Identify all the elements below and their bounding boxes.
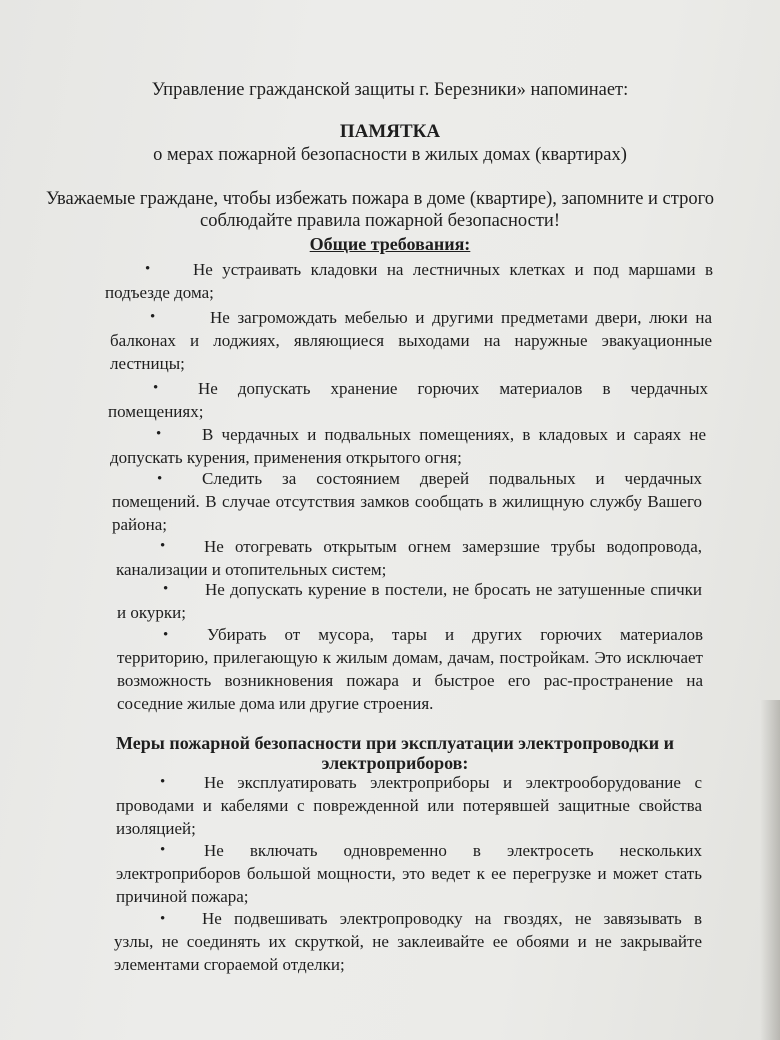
list-item-first-line: Следить за состоянием дверей подвальных и чердачных xyxy=(202,469,702,488)
list-item xyxy=(112,467,702,536)
intro-line: соблюдайте правила пожарной безопасности! xyxy=(200,211,560,231)
list-item-continuation: проводами и кабелями с поврежденной или потерявшей защитные свойства изоляцией; xyxy=(116,796,702,838)
list-item-first-line: Не допускать хранение горючих материалов в чердачных xyxy=(198,379,708,398)
list-item-continuation: помещений. В случае отсутствия замков сообщать в жилищную службу Вашего района; xyxy=(112,492,702,534)
bullet-icon: • xyxy=(145,261,151,277)
list-item-first-line: Убирать от мусора, тары и других горючих материалов xyxy=(207,625,703,644)
list-item-continuation: помещениях; xyxy=(108,402,204,421)
list-item-continuation: канализации и отопительных систем; xyxy=(116,560,387,579)
section-heading-line: электроприборов: xyxy=(321,753,469,773)
list-item xyxy=(110,423,706,469)
list-item-first-line: Не эксплуатировать электроприборы и электрооборудование с xyxy=(204,773,702,792)
list-item xyxy=(105,258,713,304)
authority-line: Управление гражданской защиты г. Березники» напоминает: xyxy=(151,80,629,100)
section-heading-general: Общие требования: xyxy=(309,234,471,254)
list-item xyxy=(116,839,702,908)
bullet-icon: • xyxy=(153,380,159,396)
bullet-icon: • xyxy=(160,774,166,790)
list-item-first-line: Не отогревать открытым огнем замерзшие трубы водопровода, xyxy=(204,537,702,556)
list-item-first-line: В чердачных и подвальных помещениях, в кладовых и сараях не xyxy=(202,425,706,444)
bullet-icon: • xyxy=(156,426,162,442)
list-item-continuation: подъезде дома; xyxy=(105,283,214,302)
list-item-continuation: допускать курения, применения открытого огня; xyxy=(110,448,462,467)
list-item xyxy=(117,578,702,624)
section-heading-electric xyxy=(100,733,690,773)
list-item xyxy=(116,771,702,840)
document-subtitle: о мерах пожарной безопасности в жилых домах (квартирах) xyxy=(153,145,627,165)
bullet-icon: • xyxy=(157,471,163,487)
list-item-first-line: Не устраивать кладовки на лестничных клетках и под маршами в xyxy=(193,260,713,279)
list-item xyxy=(117,623,703,715)
list-item-continuation: территорию, прилегающую к жилым домам, дачам, постройкам. Это исключает возможность возникновения пожара и быстрое его рас-пространение на соседние жилые дома или другие строения. xyxy=(117,648,703,713)
bullet-icon: • xyxy=(150,309,156,325)
bullet-icon: • xyxy=(160,911,166,927)
list-item-continuation: и окурки; xyxy=(117,603,186,622)
list-item-first-line: Не загромождать мебелью и другими предметами двери, люки на xyxy=(210,308,712,327)
list-item xyxy=(108,377,708,423)
list-item-first-line: Не включать одновременно в электросеть нескольких xyxy=(204,841,702,860)
bullet-icon: • xyxy=(160,538,166,554)
list-item xyxy=(110,306,712,375)
list-item-continuation: электроприборов большой мощности, это ведет к ее перегрузке и может стать причиной пожара; xyxy=(116,864,702,906)
intro-line: Уважаемые граждане, чтобы избежать пожара в доме (квартире), запомните и строго xyxy=(46,189,714,209)
list-item-first-line: Не подвешивать электропроводку на гвоздях, не завязывать в xyxy=(202,909,702,928)
list-item-first-line: Не допускать курение в постели, не бросать не затушенные спички xyxy=(205,580,702,599)
bullet-icon: • xyxy=(163,581,169,597)
bullet-icon: • xyxy=(160,842,166,858)
document-title: ПАМЯТКА xyxy=(339,121,441,142)
intro-paragraph xyxy=(30,188,730,232)
bullet-icon: • xyxy=(163,627,169,643)
list-item xyxy=(114,907,702,976)
list-item xyxy=(116,535,702,581)
list-item-continuation: узлы, не соединять их скруткой, не заклеивайте ее обоями и не закрывайте элементами сгораемой отделки; xyxy=(114,932,702,974)
list-item-continuation: балконах и лоджиях, являющиеся выходами на наружные эвакуационные лестницы; xyxy=(110,331,712,373)
page-shadow xyxy=(760,700,780,1040)
section-heading-line: Меры пожарной безопасности при эксплуатации электропроводки и xyxy=(116,733,674,753)
